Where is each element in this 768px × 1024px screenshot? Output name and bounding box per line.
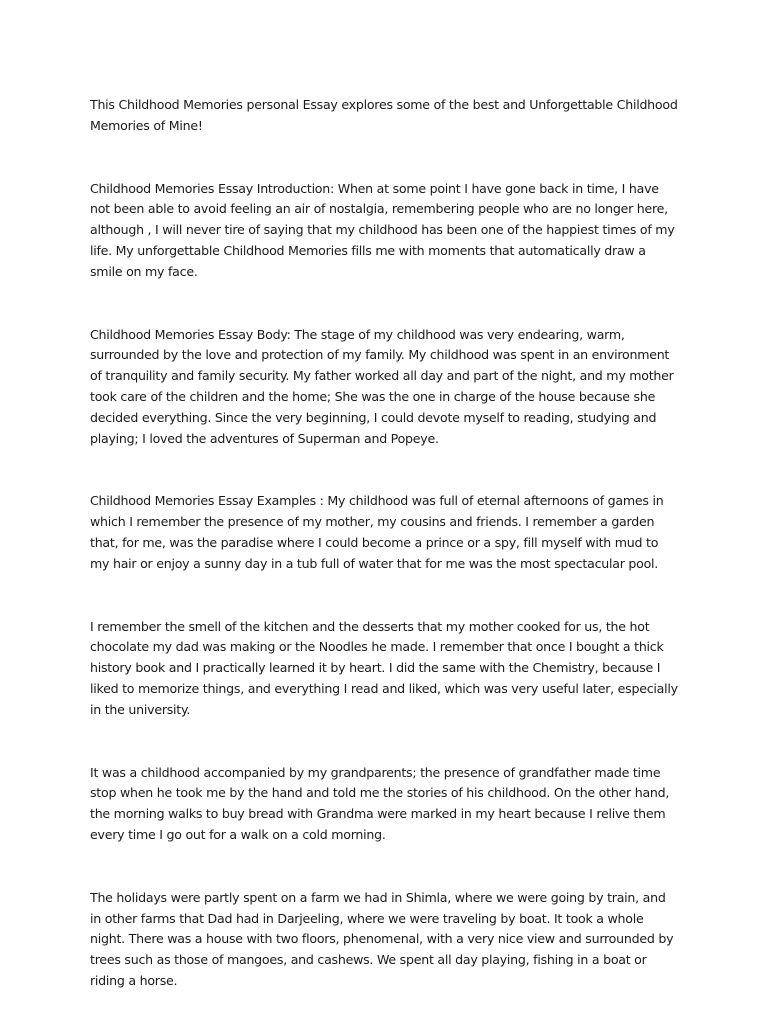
examples-paragraph: Childhood Memories Essay Examples : My childhood was full of eternal afternoons of games in which I remember the presence of my mother, my cousins and friends. I remember a garden that, for me, was the paradise where I could become a prince or a spy, fill myself with mud to my hair or enjoy a sunny day in a tub full of water that for me was the most spectacular pool. — [90, 493, 664, 571]
introduction-paragraph: Childhood Memories Essay Introduction: When at some point I have gone back in time, I have not been able to avoid feeling an air of nostalgia, remembering people who are no longer here, although , I will never tire of saying that my childhood has been one of the happiest times of my life. My unforgettable Childhood Memories fills me with moments that automatically draw a smile on my face. — [90, 180, 675, 279]
essay-body — [90, 95, 680, 992]
intro-summary-paragraph: This Childhood Memories personal Essay explores some of the best and Unforgettable Childhood Memories of Mine! — [90, 97, 678, 133]
grandparents-paragraph: It was a childhood accompanied by my grandparents; the presence of grandfather made time stop when he took me by the hand and told me the stories of his childhood. On the other hand, the morning walks to buy bread with Grandma were marked in my heart because I relive them every time I go out for a walk on a cold morning. — [90, 764, 670, 842]
holidays-paragraph: The holidays were partly spent on a farm we had in Shimla, where we were going by train, and in other farms that Dad had in Darjeeling, where we were traveling by boat. It took a whole night. There was a house with two floors, phenomenal, with a very nice view and surrounded by trees such as those of mangoes, and cashews. We spent all day playing, fishing in a boat or riding a horse. — [90, 889, 674, 988]
body-paragraph: Childhood Memories Essay Body: The stage of my childhood was very endearing, warm, surrounded by the love and protection of my family. My childhood was spent in an environment of tranquility and family security. My father worked all day and part of the night, and my mother took care of the children and the home; She was the one in charge of the house because she decided everything. Since the very beginning, I could devote myself to reading, studying and playing; I loved the adventures of Superman and Popeye. — [90, 326, 674, 446]
kitchen-memories-paragraph: I remember the smell of the kitchen and the desserts that my mother cooked for us, the hot chocolate my dad was making or the Noodles he made. I remember that once I bought a thick history book and I practically learned it by heart. I did the same with the Chemistry, because I liked to memorize things, and everything I read and liked, which was very useful later, especially in the university. — [90, 618, 678, 717]
